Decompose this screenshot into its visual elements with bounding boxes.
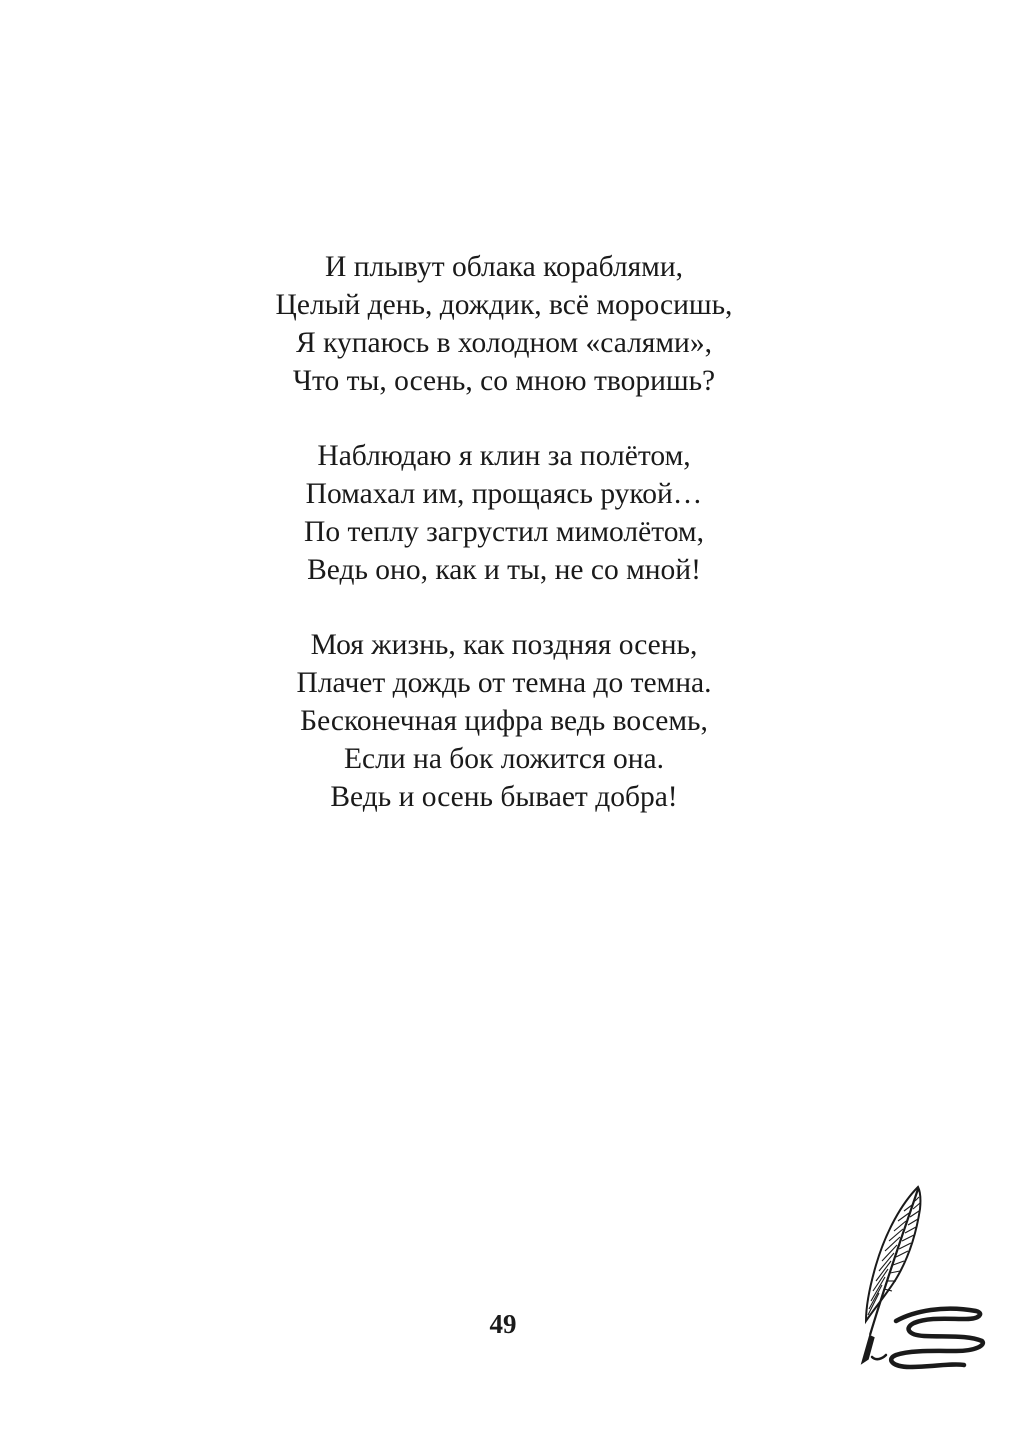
poem-line: Если на бок ложится она. bbox=[344, 743, 664, 775]
page-number: 49 bbox=[489, 1309, 517, 1339]
poem-line: Целый день, дождик, всё моросишь, bbox=[275, 289, 733, 321]
poem-line: Ведь оно, как и ты, не со мной! bbox=[307, 554, 701, 586]
poem-line: По теплу загрустил мимолётом, bbox=[304, 516, 704, 548]
poem bbox=[0, 248, 1008, 853]
poem-line: Что ты, осень, со мною творишь? bbox=[292, 365, 716, 397]
poem-line: Помахал им, прощаясь рукой… bbox=[305, 478, 703, 510]
poem-line: Наблюдаю я клин за полётом, bbox=[317, 440, 691, 472]
stanza-1 bbox=[0, 248, 1008, 400]
quill-pen-icon bbox=[852, 1185, 992, 1375]
poem-line: Я купаюсь в холодном «салями», bbox=[296, 327, 712, 359]
poem-line: Моя жизнь, как поздняя осень, bbox=[310, 629, 698, 661]
poem-line: И плывут облака кораблями, bbox=[325, 251, 683, 283]
poem-line: Ведь и осень бывает добра! bbox=[330, 781, 678, 813]
stanza-2 bbox=[0, 437, 1008, 589]
poem-line: Бесконечная цифра ведь восемь, bbox=[300, 705, 708, 737]
stanza-3 bbox=[0, 626, 1008, 816]
poem-line: Плачет дождь от темна до темна. bbox=[296, 667, 712, 699]
